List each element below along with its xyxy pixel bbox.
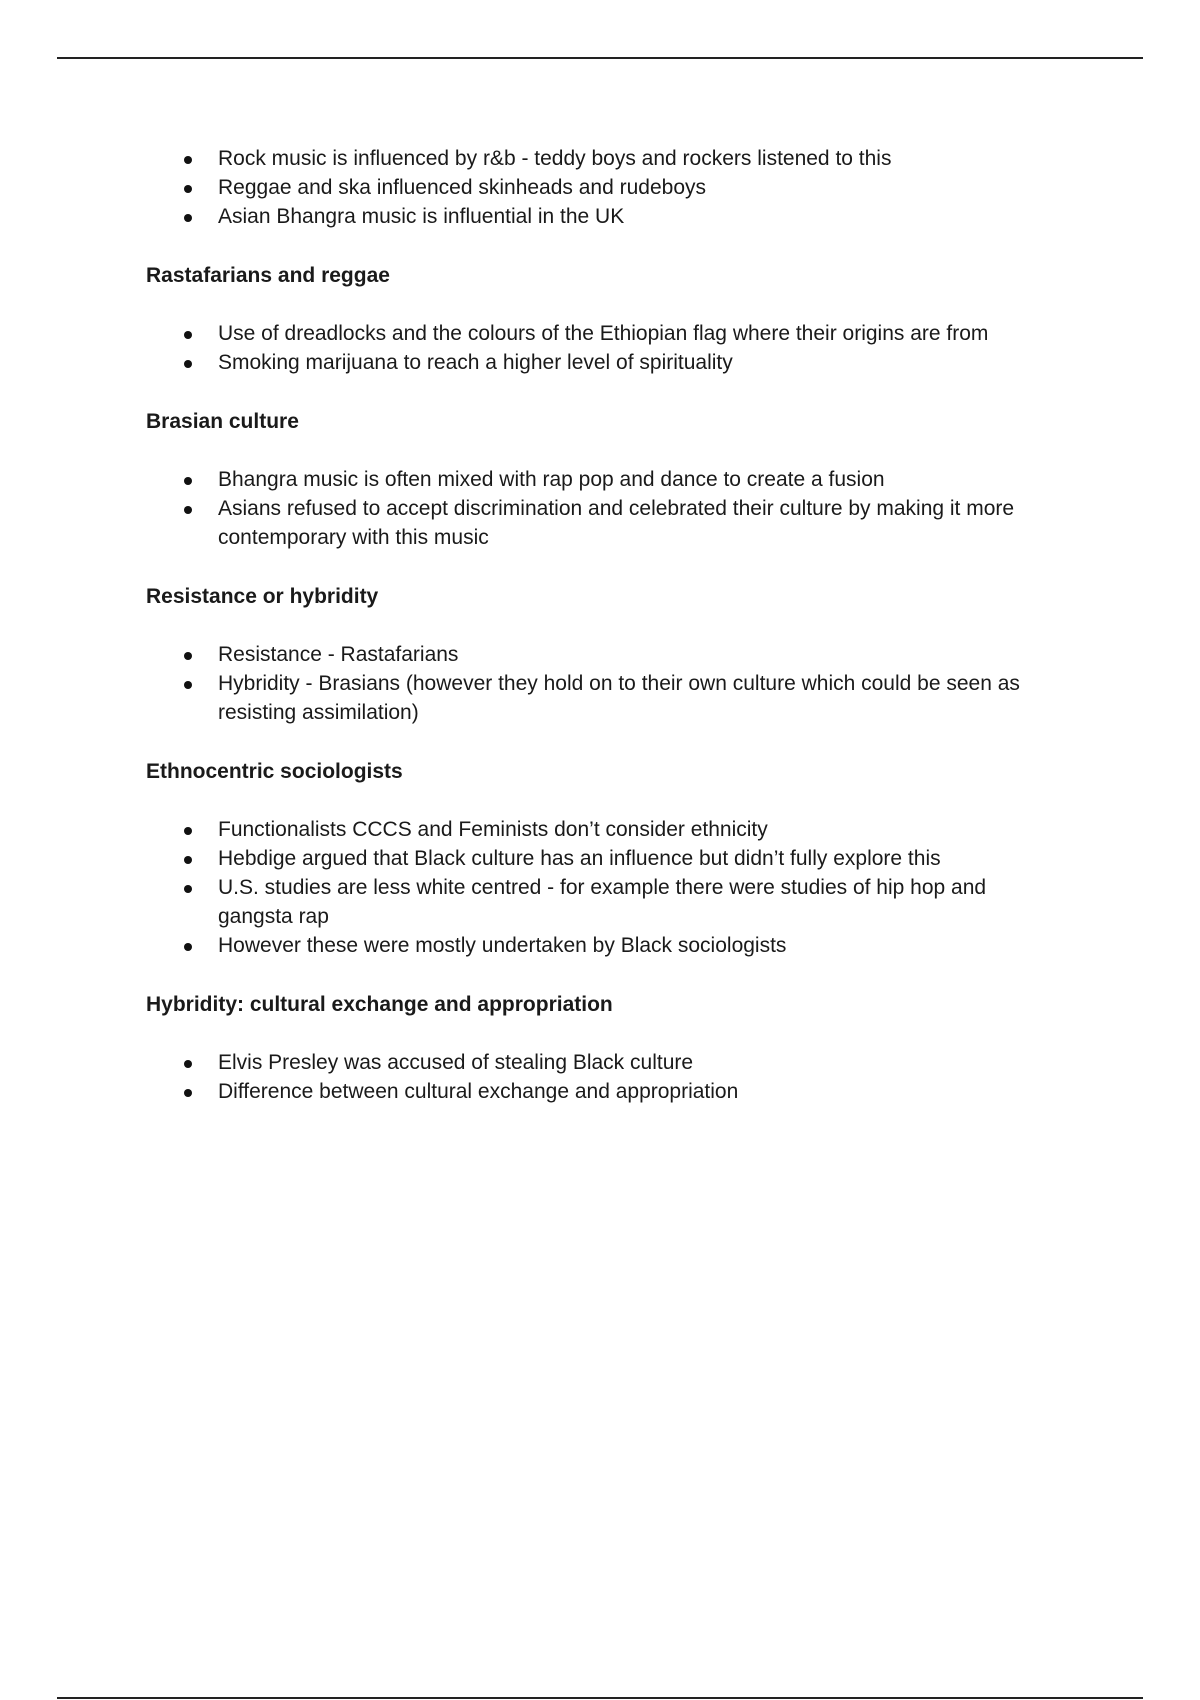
- list-item: Asians refused to accept discrimination and celebrated their culture by making it more contemporary with this music: [146, 494, 1046, 552]
- intro-bullet-list: [146, 144, 1046, 231]
- section-heading: Resistance or hybridity: [146, 585, 379, 608]
- list-item: Difference between cultural exchange and appropriation: [146, 1077, 1046, 1106]
- bullet-list: [146, 640, 1046, 727]
- list-item: Hebdige argued that Black culture has an influence but didn’t fully explore this: [146, 844, 1046, 873]
- list-item: Reggae and ska influenced skinheads and rudeboys: [146, 173, 1046, 202]
- list-item: However these were mostly undertaken by Black sociologists: [146, 931, 1046, 960]
- list-item: Elvis Presley was accused of stealing Black culture: [146, 1048, 1046, 1077]
- section-rastafarians: [146, 261, 1046, 377]
- list-item: Resistance - Rastafarians: [146, 640, 1046, 669]
- section-ethnocentric-sociologists: [146, 757, 1046, 960]
- list-item: U.S. studies are less white centred - for example there were studies of hip hop and gangsta rap: [146, 873, 1046, 931]
- list-item: Functionalists CCCS and Feminists don’t consider ethnicity: [146, 815, 1046, 844]
- list-item: Bhangra music is often mixed with rap pop and dance to create a fusion: [146, 465, 1046, 494]
- section-heading: Ethnocentric sociologists: [146, 760, 403, 783]
- top-rule: [57, 57, 1143, 59]
- bullet-list: [146, 319, 1046, 377]
- bullet-list: [146, 1048, 1046, 1106]
- list-item: Hybridity - Brasians (however they hold on to their own culture which could be seen as resisting assimilation): [146, 669, 1046, 727]
- bottom-rule: [57, 1697, 1143, 1699]
- section-resistance-hybridity: [146, 582, 1046, 727]
- list-item: Asian Bhangra music is influential in the UK: [146, 202, 1046, 231]
- list-item: Smoking marijuana to reach a higher level of spirituality: [146, 348, 1046, 377]
- section-cultural-exchange: [146, 990, 1046, 1106]
- list-item: Rock music is influenced by r&b - teddy boys and rockers listened to this: [146, 144, 1046, 173]
- section-brasian-culture: [146, 407, 1046, 552]
- section-heading: Brasian culture: [146, 410, 299, 433]
- bullet-list: [146, 465, 1046, 552]
- bullet-list: [146, 815, 1046, 960]
- list-item: Use of dreadlocks and the colours of the Ethiopian flag where their origins are from: [146, 319, 1046, 348]
- document-body: [146, 144, 1046, 1106]
- section-heading: Rastafarians and reggae: [146, 264, 390, 287]
- section-heading: Hybridity: cultural exchange and appropriation: [146, 993, 613, 1016]
